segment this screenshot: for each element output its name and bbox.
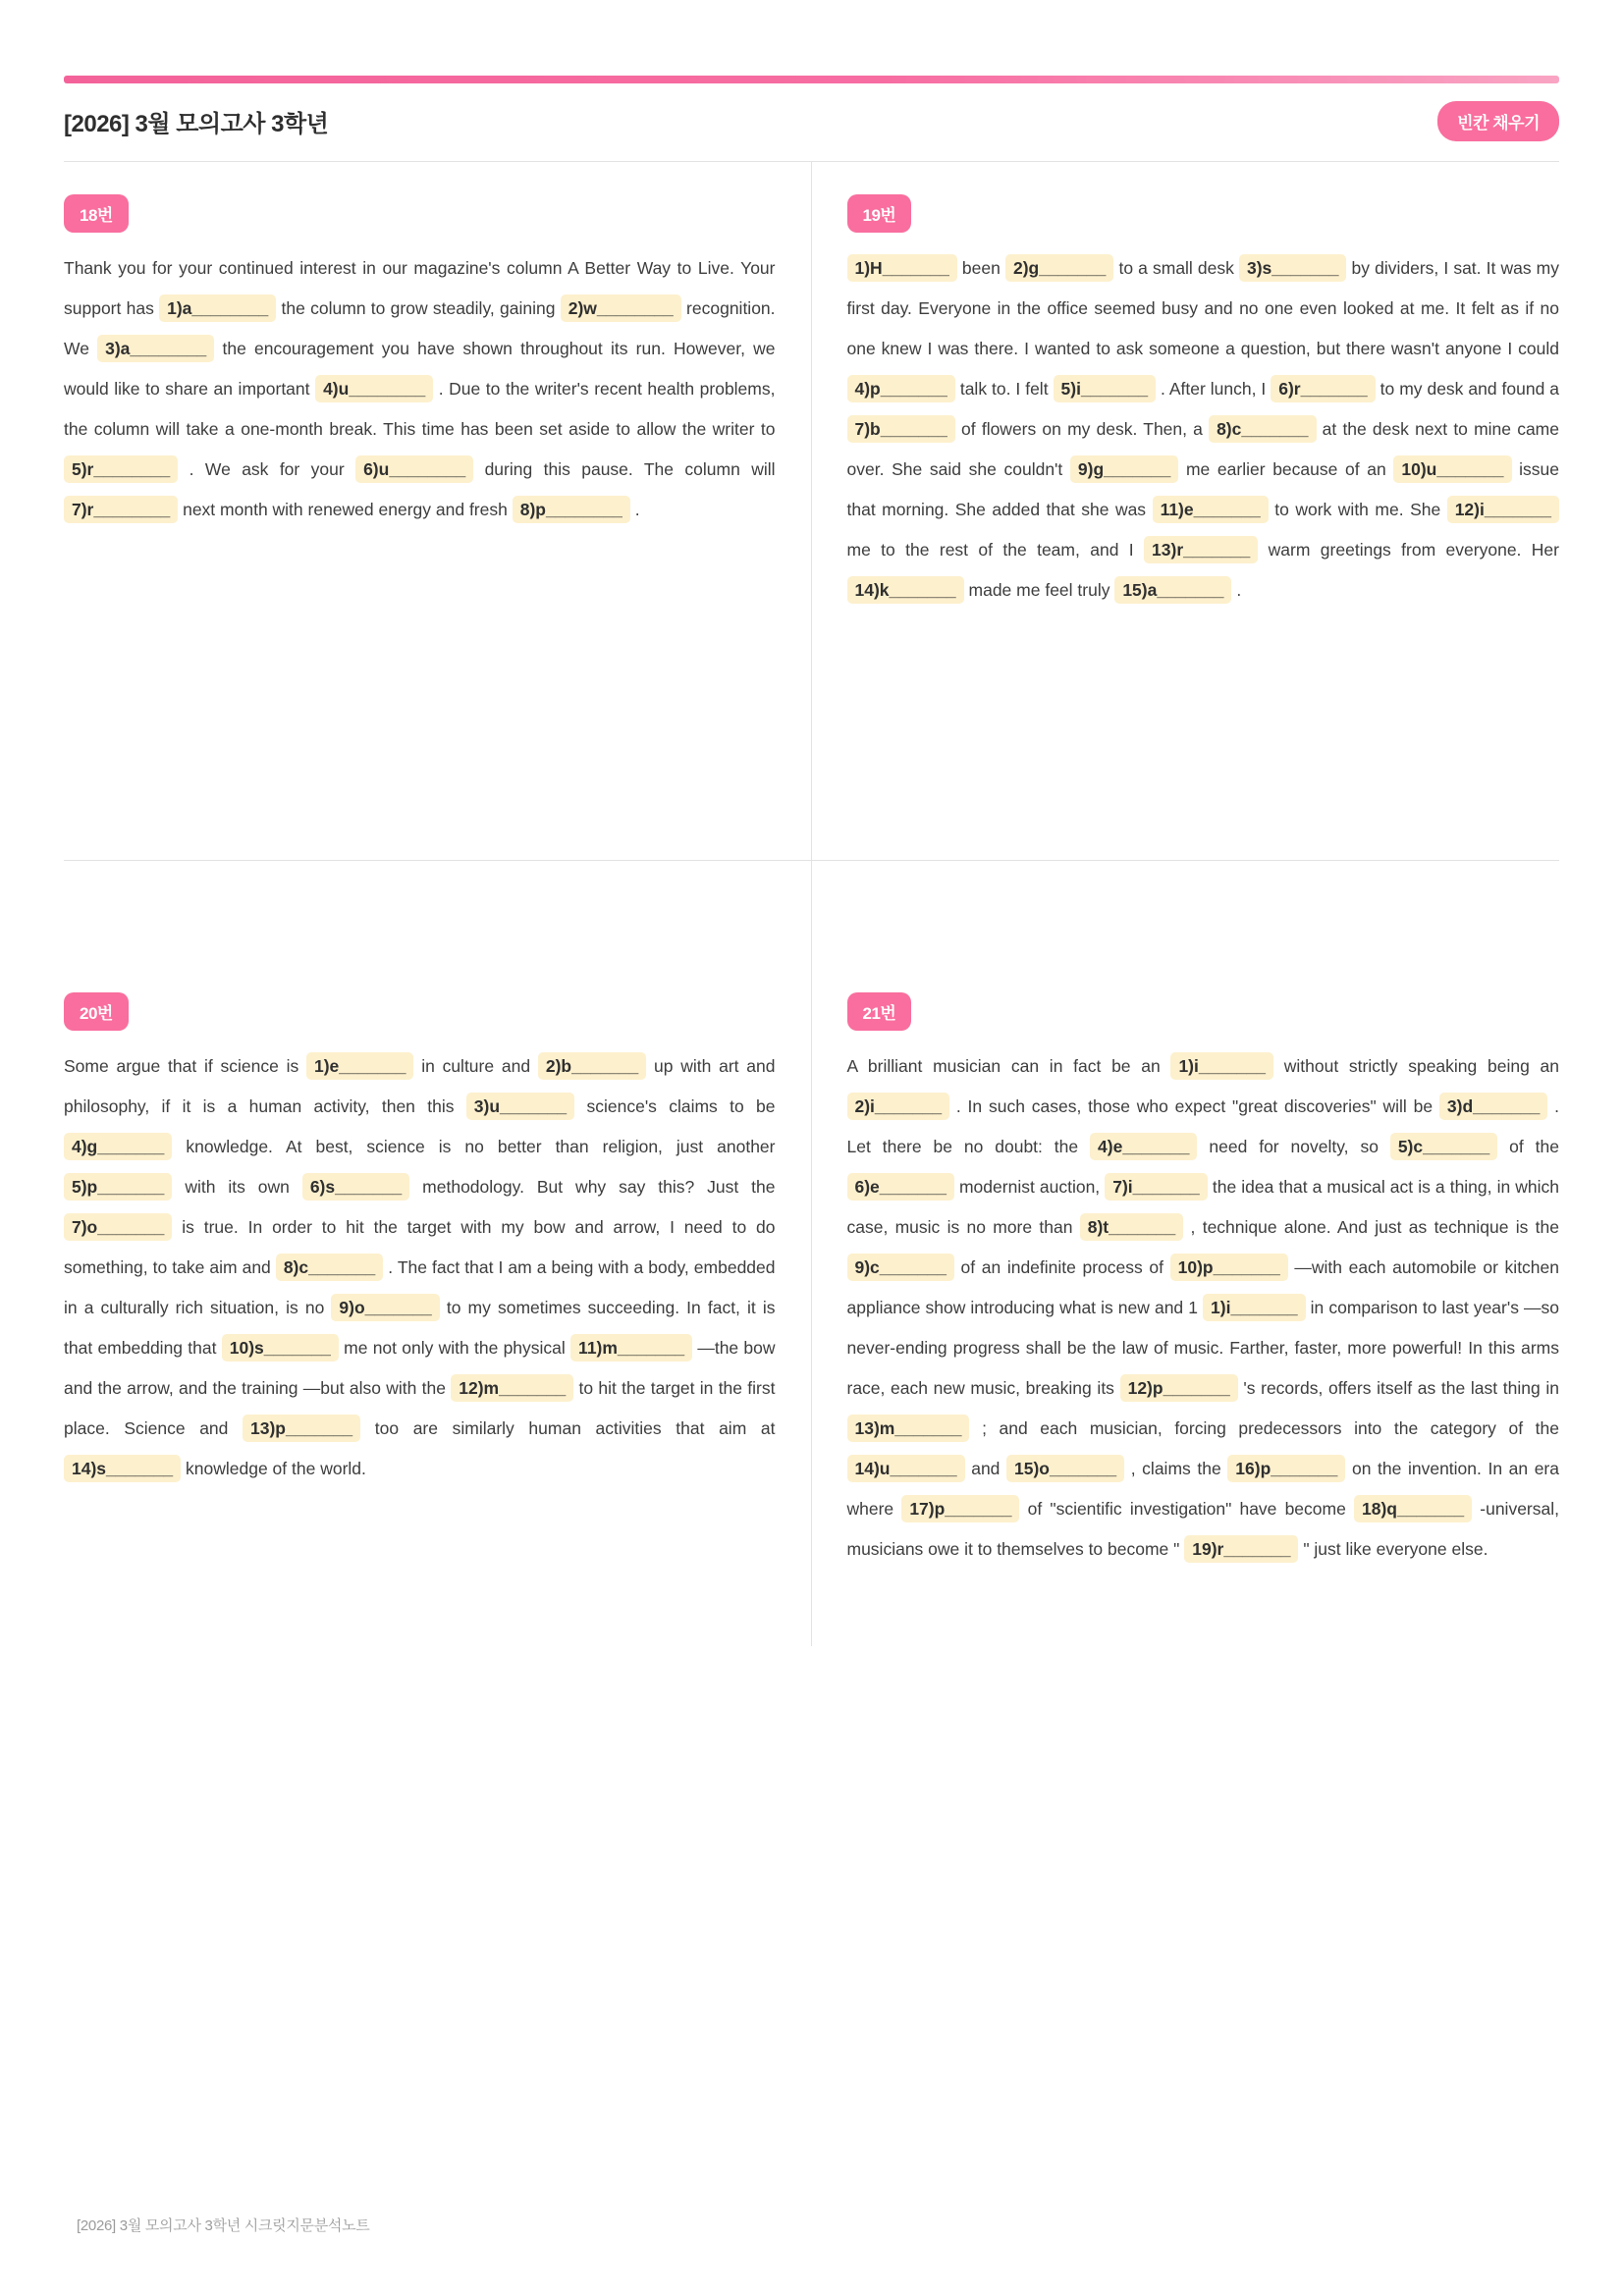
section-card-18 [64,162,812,861]
blank-highlight: 16)p_______ [1227,1455,1345,1482]
blank-highlight: 9)c_______ [847,1254,954,1281]
accent-bar [64,76,1559,83]
blank-highlight: 6)r_______ [1271,375,1376,402]
blank-highlight: 14)k_______ [847,576,964,604]
blank-highlight: 4)p_______ [847,375,955,402]
blank-highlight: 13)p_______ [243,1415,360,1442]
fill-in-the-blank-badge: 빈칸 채우기 [1437,101,1559,141]
blank-highlight: 10)u_______ [1393,455,1511,483]
section-number-badge: 18번 [64,194,129,233]
header [64,83,1559,161]
blank-highlight: 7)i_______ [1105,1173,1208,1201]
blank-highlight: 11)m_______ [570,1334,692,1362]
blank-highlight: 1)H_______ [847,254,957,282]
blank-highlight: 1)e_______ [306,1052,413,1080]
footer-text: [2026] 3월 모의고사 3학년 시크릿지문분석노트 [77,2217,370,2234]
blank-highlight: 3)s_______ [1239,254,1346,282]
blank-highlight: 6)u________ [355,455,473,483]
section-card-21 [812,861,1560,1646]
blank-highlight: 5)c_______ [1390,1133,1497,1160]
blank-highlight: 2)i_______ [847,1093,950,1120]
blank-highlight: 2)b_______ [538,1052,646,1080]
blank-highlight: 2)w________ [561,294,681,322]
blank-highlight: 1)i_______ [1203,1294,1306,1321]
blank-highlight: 13)m_______ [847,1415,970,1442]
content-grid [64,161,1559,1646]
blank-highlight: 5)r________ [64,455,178,483]
blank-highlight: 5)p_______ [64,1173,172,1201]
blank-highlight: 3)a________ [97,335,214,362]
blank-highlight: 9)g_______ [1070,455,1178,483]
blank-highlight: 1)i_______ [1170,1052,1273,1080]
blank-highlight: 3)u_______ [466,1093,574,1120]
blank-highlight: 17)p_______ [901,1495,1019,1522]
blank-highlight: 14)u_______ [847,1455,965,1482]
section-number-badge: 20번 [64,992,129,1031]
section-number-badge: 21번 [847,992,912,1031]
blank-highlight: 8)c_______ [1209,415,1316,443]
blank-highlight: 6)e_______ [847,1173,954,1201]
blank-highlight: 2)g_______ [1005,254,1113,282]
section-number-badge: 19번 [847,194,912,233]
blank-highlight: 14)s_______ [64,1455,181,1482]
blank-highlight: 8)c_______ [276,1254,383,1281]
blank-highlight: 6)s_______ [302,1173,409,1201]
blank-highlight: 4)u________ [315,375,433,402]
blank-highlight: 5)i_______ [1054,375,1157,402]
blank-highlight: 7)r________ [64,496,178,523]
blank-highlight: 12)m_______ [451,1374,573,1402]
blank-highlight: 3)d_______ [1439,1093,1547,1120]
blank-highlight: 19)r_______ [1184,1535,1298,1563]
section-passage: Some argue that if science is 1)e_______ in culture and 2)b_______ up with art and philosophy, if it is a human activity, then this 3)u_______ science's claims to be 4)g_______ knowledge. At best, science is no better than religion, just another 5)p_______ with its own 6)s_______ methodology. But why say this? Just the 7)o_______ is true. In order to hit the target with my bow and arrow, I need to do something, to take aim and 8)c_______ . The fact that I am a being with a body, embedded in a culturally rich situation, is no 9)o_______ to my sometimes succeeding. In fact, it is that embedding that 10)s_______ me not only with the physical 11)m_______ —the bow and the arrow, and the training —but also with the 12)m_______ to hit the target in the first place. Science and 13)p_______ too are similarly human activities that aim at 14)s_______ knowledge of the world. [64,1046,776,1489]
blank-highlight: 7)o_______ [64,1213,172,1241]
blank-highlight: 10)s_______ [222,1334,339,1362]
blank-highlight: 1)a________ [159,294,276,322]
blank-highlight: 10)p_______ [1170,1254,1288,1281]
blank-highlight: 4)e_______ [1090,1133,1197,1160]
blank-highlight: 15)o_______ [1006,1455,1124,1482]
blank-highlight: 8)t_______ [1080,1213,1184,1241]
section-passage: A brilliant musician can in fact be an 1)i_______ without strictly speaking being an 2)i_______ . In such cases, those who expect "great discoveries" will be 3)d_______ . Let there be no doubt: the 4)e_______ need for novelty, so 5)c_______ of the 6)e_______ modernist auction, 7)i_______ the idea that a musical act is a thing, in which case, music is no more than 8)t_______ , technique alone. And just as technique is the 9)c_______ of an indefinite process of 10)p_______ —with each automobile or kitchen appliance show introducing what is new and 1 1)i_______ in comparison to last year's —so never-ending progress shall be the law of music. Farther, faster, more powerful! In this arms race, each new music, breaking its 12)p_______ 's records, offers itself as the last thing in 13)m_______ ; and each musician, forcing predecessors into the category of the 14)u_______ and 15)o_______ , claims the 16)p_______ on the invention. In an era where 17)p_______ of "scientific investigation" have become 18)q_______ -universal, musicians owe it to themselves to become " 19)r_______ " just like everyone else. [847,1046,1560,1570]
section-passage: 1)H_______ been 2)g_______ to a small desk 3)s_______ by dividers, I sat. It was my first day. Everyone in the office seemed busy and no one even looked at me. It felt as if no one knew I was there. I wanted to ask someone a question, but there wasn't anyone I could 4)p_______ talk to. I felt 5)i_______ . After lunch, I 6)r_______ to my desk and found a 7)b_______ of flowers on my desk. Then, a 8)c_______ at the desk next to mine came over. She said she couldn't 9)g_______ me earlier because of an 10)u_______ issue that morning. She added that she was 11)e_______ to work with me. She 12)i_______ me to the rest of the team, and I 13)r_______ warm greetings from everyone. Her 14)k_______ made me feel truly 15)a_______ . [847,248,1560,611]
section-passage: Thank you for your continued interest in our magazine's column A Better Way to Live. Your support has 1)a________ the column to grow steadily, gaining 2)w________ recognition. We 3)a________ the encouragement you have shown throughout its run. However, we would like to share an important 4)u________ . Due to the writer's recent health problems, the column will take a one-month break. This time has been set aside to allow the writer to 5)r________ . We ask for your 6)u________ during this pause. The column will 7)r________ next month with renewed energy and fresh 8)p________ . [64,248,776,530]
blank-highlight: 18)q_______ [1354,1495,1472,1522]
section-card-20 [64,861,812,1646]
blank-highlight: 11)e_______ [1153,496,1269,523]
blank-highlight: 13)r_______ [1144,536,1258,563]
blank-highlight: 12)i_______ [1447,496,1559,523]
blank-highlight: 7)b_______ [847,415,955,443]
page-title: [2026] 3월 모의고사 3학년 [64,111,329,137]
blank-highlight: 4)g_______ [64,1133,172,1160]
blank-highlight: 15)a_______ [1114,576,1231,604]
blank-highlight: 12)p_______ [1120,1374,1238,1402]
section-card-19 [812,162,1560,861]
blank-highlight: 9)o_______ [331,1294,439,1321]
blank-highlight: 8)p________ [513,496,630,523]
